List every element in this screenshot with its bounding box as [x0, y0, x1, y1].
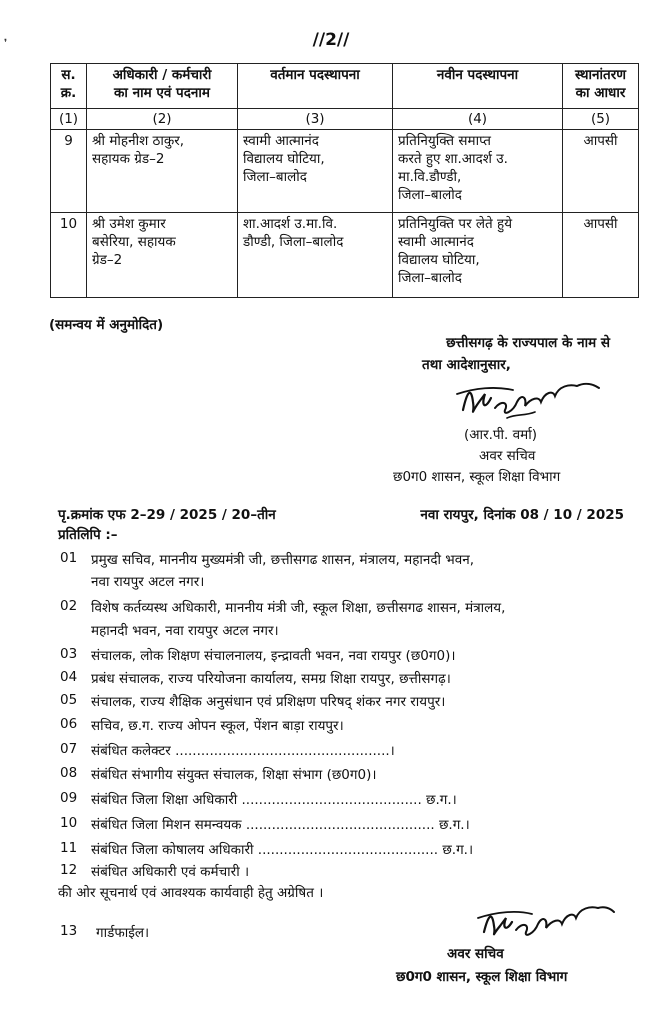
copy-item-text: संबंधित अधिकारी एवं कर्मचारी । — [91, 864, 250, 880]
copy-item-text: विशेष कर्तव्यस्थ अधिकारी, माननीय मंत्री जी, स्कूल शिक्षा, छत्तीसगढ शासन, मंत्रालय, — [91, 600, 506, 616]
transfer-table — [50, 63, 639, 298]
copy-item-number: 04 — [60, 669, 78, 685]
copy-item-text: नवा रायपुर अटल नगर। — [91, 574, 205, 590]
copy-item-text: सचिव, छ.ग. राज्य ओपन स्कूल, पेंशन बाड़ा रायपुर। — [91, 718, 344, 734]
copy-item-number: 12 — [60, 862, 78, 878]
copy-item-text: संबंधित संभागीय संयुक्त संचालक, शिक्षा संभाग (छ0ग0)। — [91, 767, 377, 783]
table-row — [51, 213, 639, 298]
copy-item-text: संबंधित जिला शिक्षा अधिकारी .......................................... छ.ग.। — [91, 792, 457, 808]
copy-item-text: संबंधित जिला मिशन समन्वयक ............................................ छ.ग.। — [91, 817, 470, 833]
copy-item-number: 02 — [60, 598, 78, 614]
copy-item-number: 06 — [60, 716, 78, 732]
row-employee-name: श्री उमेश कुमार बसेरिया, सहायक ग्रेड–2 — [87, 213, 238, 298]
header-name: अधिकारी / कर्मचारी का नाम एवं पदनाम — [87, 64, 238, 109]
signature-2 — [476, 898, 616, 946]
copy-item-text: महानदी भवन, नवा रायपुर अटल नगर। — [91, 623, 279, 639]
signatory-order-line: तथा आदेशानुसार, — [422, 357, 511, 373]
row-new-posting: प्रतिनियुक्ति पर लेते हुये स्वामी आत्मानंद विद्यालय घोटिया, जिला–बालोद — [393, 213, 563, 298]
signatory-authority-line: छत्तीसगढ़ के राज्यपाल के नाम से — [446, 335, 610, 351]
header-new-posting: नवीन पदस्थापना — [393, 64, 563, 109]
copy-item-number: 07 — [60, 741, 78, 757]
column-number: (4) — [393, 109, 563, 130]
header-transfer-basis: स्थानांतरण का आधार — [563, 64, 639, 109]
copy-item-text: संबंधित कलेक्टर ..................................................। — [91, 743, 395, 759]
copy-item-number: 09 — [60, 790, 78, 806]
copy-item-number: 11 — [60, 840, 78, 856]
margin-mark: ❜ — [4, 38, 8, 49]
copy-item-text: प्रबंध संचालक, राज्य परियोजना कार्यालय, समग्र शिक्षा रायपुर, छत्तीसगढ़। — [91, 671, 451, 687]
row-transfer-basis: आपसी — [563, 130, 639, 213]
signatory-2-designation: अवर सचिव — [447, 946, 504, 962]
row-sn: 9 — [51, 130, 87, 213]
table-row — [51, 130, 639, 213]
copy-item-text: संचालक, राज्य शैक्षिक अनुसंधान एवं प्रशिक्षण परिषद् शंकर नगर रायपुर। — [91, 694, 446, 710]
table-header-row — [51, 64, 639, 109]
copy-item-number: 05 — [60, 692, 78, 708]
copy-item-number: 10 — [60, 815, 78, 831]
signatory-2-department: छ0ग0 शासन, स्कूल शिक्षा विभाग — [396, 969, 568, 985]
row-current-posting: स्वामी आत्मानंद विद्यालय घोटिया, जिला–बालोद — [238, 130, 393, 213]
copy-item-text: संबंधित जिला कोषालय अधिकारी .......................................... छ.ग.। — [91, 842, 474, 858]
column-number: (3) — [238, 109, 393, 130]
column-number-row — [51, 109, 639, 130]
row-new-posting: प्रतिनियुक्ति समाप्त करते हुए शा.आदर्श उ. मा.वि.डौण्डी, जिला–बालोद — [393, 130, 563, 213]
row-current-posting: शा.आदर्श उ.मा.वि. डौण्डी, जिला–बालोद — [238, 213, 393, 298]
copy-item-number: 01 — [60, 550, 78, 566]
signature-1 — [455, 372, 605, 428]
copy-item-number: 03 — [60, 646, 78, 662]
copy-to-label: प्रतिलिपि :– — [58, 527, 118, 543]
guard-file-number: 13 — [60, 923, 78, 939]
page-number: //2// — [312, 30, 350, 50]
forwarding-text: की ओर सूचनार्थ एवं आवश्यक कार्यवाही हेतु अग्रेषित । — [58, 885, 324, 901]
reference-number: पृ.क्रमांक एफ 2–29 / 2025 / 20–तीन — [58, 507, 276, 523]
copy-item-text: संचालक, लोक शिक्षण संचालनालय, इन्द्रावती भवन, नवा रायपुर (छ0ग0)। — [91, 648, 456, 664]
column-number: (5) — [563, 109, 639, 130]
row-sn: 10 — [51, 213, 87, 298]
column-number: (1) — [51, 109, 87, 130]
column-number: (2) — [87, 109, 238, 130]
approval-note: (समन्वय में अनुमोदित) — [49, 317, 164, 333]
copy-item-number: 08 — [60, 765, 78, 781]
guard-file-text: गार्डफाईल। — [96, 925, 150, 941]
row-employee-name: श्री मोहनीश ठाकुर, सहायक ग्रेड–2 — [87, 130, 238, 213]
header-current-posting: वर्तमान पदस्थापना — [238, 64, 393, 109]
header-sn: स. क्र. — [51, 64, 87, 109]
signatory-designation: अवर सचिव — [479, 448, 536, 464]
place-and-date: नवा रायपुर, दिनांक 08 / 10 / 2025 — [420, 507, 624, 523]
row-transfer-basis: आपसी — [563, 213, 639, 298]
signatory-name: (आर.पी. वर्मा) — [464, 427, 537, 443]
copy-item-text: प्रमुख सचिव, माननीय मुख्यमंत्री जी, छत्तीसगढ शासन, मंत्रालय, महानदी भवन, — [91, 552, 475, 568]
signatory-department: छ0ग0 शासन, स्कूल शिक्षा विभाग — [393, 469, 561, 485]
